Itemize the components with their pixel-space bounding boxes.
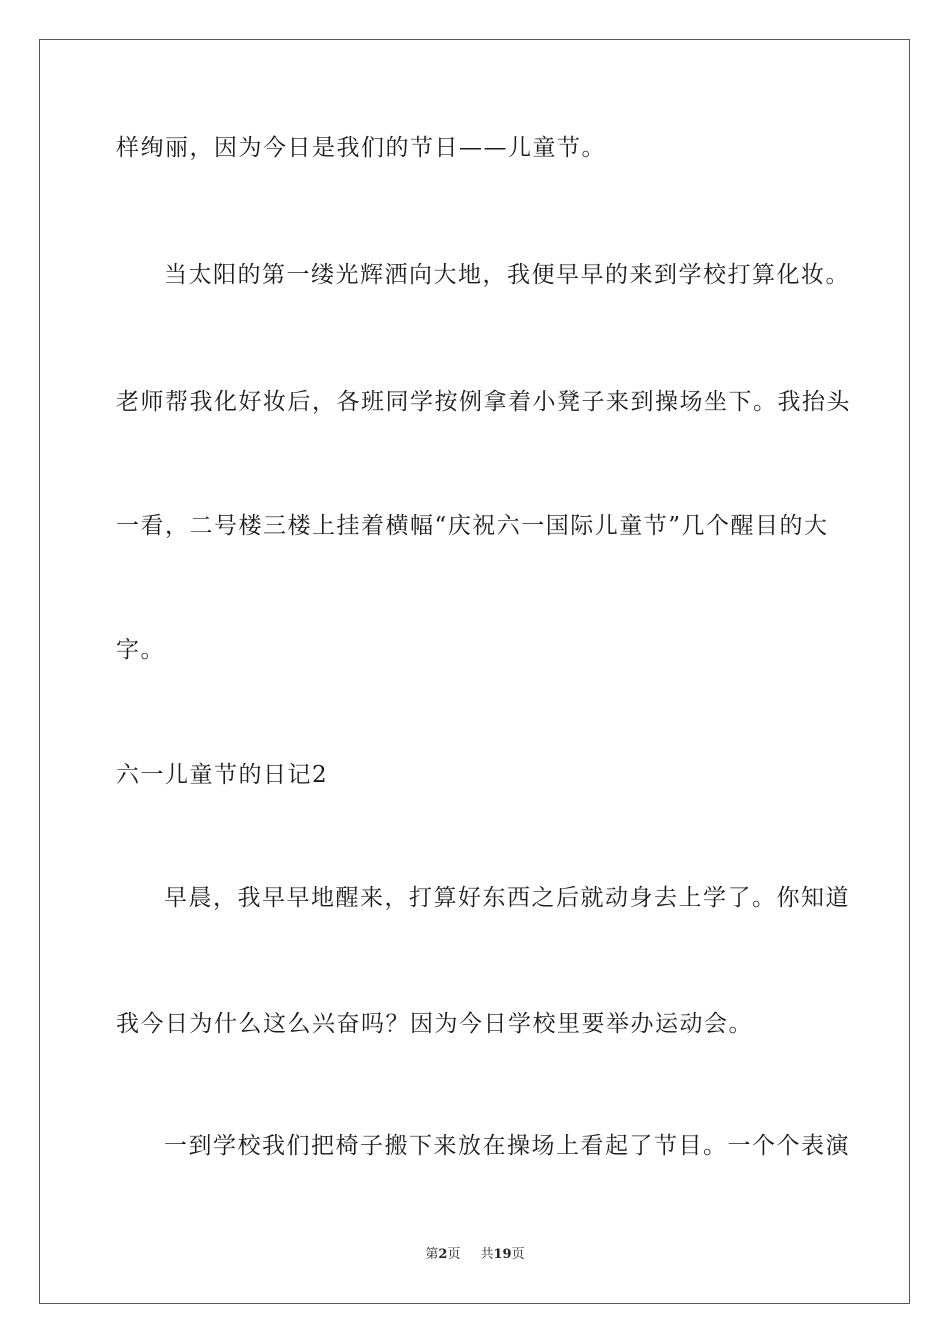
page-suffix: 页: [447, 1247, 461, 1262]
page-prefix: 第: [425, 1247, 439, 1262]
text-line-1: 样绚丽，因为今日是我们的节日——儿童节。: [116, 135, 606, 161]
text-line-6: 早晨，我早早地醒来，打算好东西之后就动身去上学了。你知道: [164, 885, 850, 911]
section-heading: 六一儿童节的日记2: [116, 762, 329, 788]
text-line-7: 我今日为什么这么兴奋吗？因为今日学校里要举办运动会。: [116, 1011, 753, 1037]
total-prefix: 共: [480, 1247, 494, 1262]
text-line-8: 一到学校我们把椅子搬下来放在操场上看起了节目。一个个表演: [164, 1133, 850, 1159]
text-line-4: 一看，二号楼三楼上挂着横幅“庆祝六一国际儿童节”几个醒目的大: [116, 513, 829, 539]
text-line-2: 当太阳的第一缕光辉洒向大地，我便早早的来到学校打算化妆。: [164, 262, 850, 288]
page-border: [39, 39, 910, 1304]
page-number: 2: [438, 1247, 448, 1262]
total-pages: 19: [493, 1247, 512, 1262]
page-footer: [0, 1246, 950, 1264]
text-line-5: 字。: [116, 637, 165, 663]
text-line-3: 老师帮我化好妆后，各班同学按例拿着小凳子来到操场坐下。我抬头: [116, 389, 851, 415]
total-suffix: 页: [511, 1247, 525, 1262]
